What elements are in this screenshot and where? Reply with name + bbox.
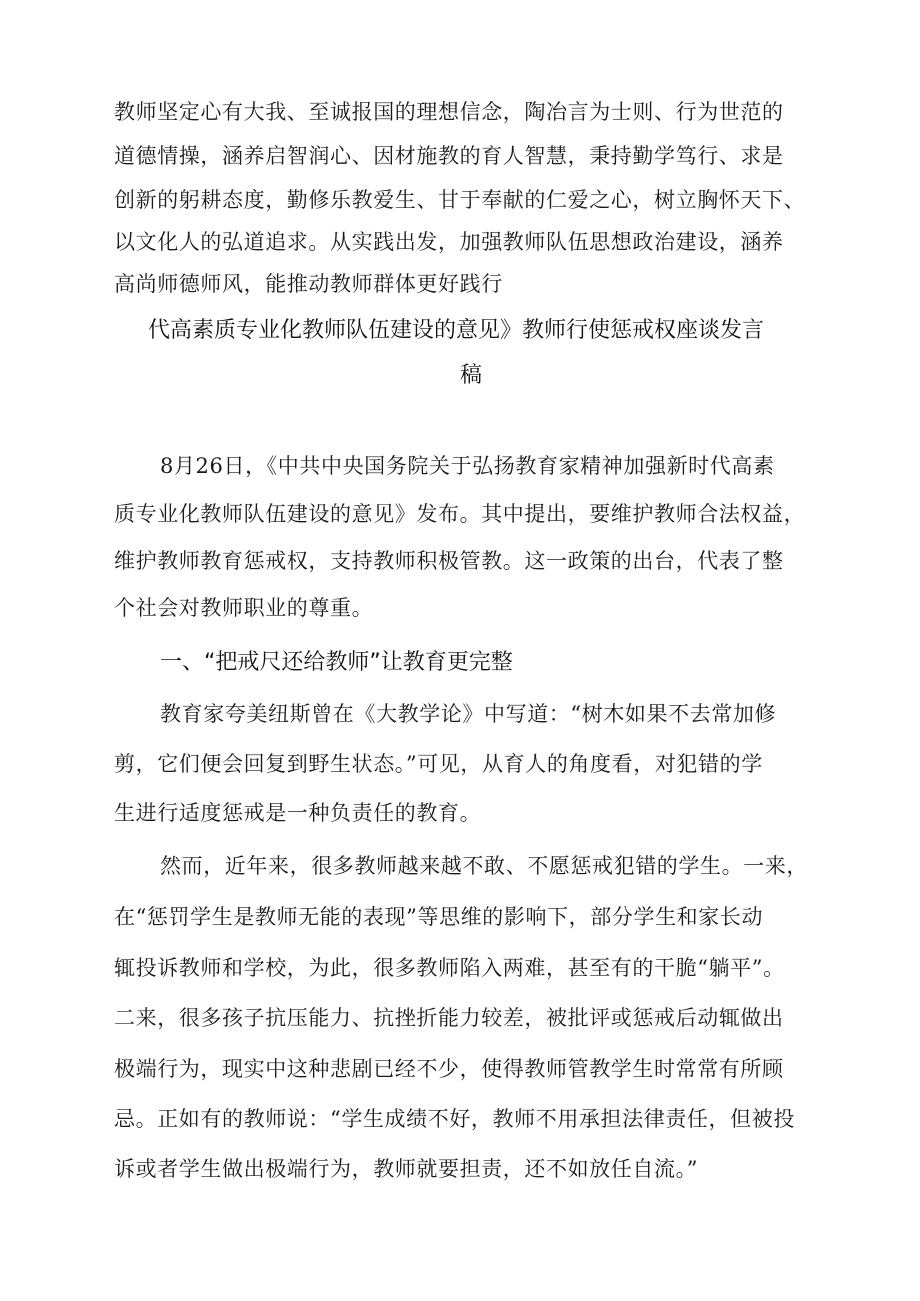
intro-line-2: 道德情操，涵养启智润心、因材施教的育人智慧，秉持勤学笃行、求是 xyxy=(114,144,784,168)
intro-line-3: 创新的躬耕态度，勤修乐教爱生、甘于奉献的仁爱之心，树立胸怀天下、 xyxy=(114,188,806,212)
para3-line-3: 辄投诉教师和学校，为此，很多教师陷入两难，甚至有的干脆“躺平”。 xyxy=(114,956,785,980)
intro-line-1: 教师坚定心有大我、至诚报国的理想信念，陶冶言为士则、行为世范的 xyxy=(114,100,784,124)
para3-line-6: 忌。正如有的教师说：“学生成绩不好，教师不用承担法律责任，但被投 xyxy=(114,1107,795,1131)
para1-line-1: 8月26日，《中共中央国务院关于弘扬教育家精神加强新时代高素 xyxy=(160,454,775,478)
intro-line-4: 以文化人的弘道追求。从实践出发，加强教师队伍思想政治建设，涵养 xyxy=(114,230,784,254)
para3-line-4: 二来，很多孩子抗压能力、抗挫折能力较差，被批评或惩戒后动辄做出 xyxy=(114,1006,784,1030)
para1-line-4: 个社会对教师职业的尊重。 xyxy=(114,596,374,620)
para3-line-2: 在“惩罚学生是教师无能的表现”等思维的影响下，部分学生和家长动 xyxy=(114,905,764,929)
section-heading-1: 一、“把戒尺还给教师”让教育更完整 xyxy=(160,650,513,675)
para1-line-3: 维护教师教育惩戒权，支持教师积极管教。这一政策的出台，代表了整 xyxy=(114,549,784,573)
para3-line-7: 诉或者学生做出极端行为，教师就要担责，还不如放任自流。” xyxy=(114,1157,699,1181)
document-title-line-1: 代高素质专业化教师队伍建设的意见》教师行使惩戒权座谈发言 xyxy=(148,318,765,343)
intro-line-5: 高尚师德师风，能推动教师群体更好践行 xyxy=(114,272,503,296)
para2-line-2: 剪，它们便会回复到野生状态。”可见，从育人的角度看，对犯错的学 xyxy=(114,752,763,776)
para1-line-2: 质专业化教师队伍建设的意见》发布。其中提出，要维护教师合法权益， xyxy=(114,502,806,526)
document-title-line-2: 稿 xyxy=(460,363,483,388)
para3-line-1: 然而，近年来，很多教师越来越不敢、不愿惩戒犯错的学生。一来， xyxy=(160,854,808,878)
para2-line-3: 生进行适度惩戒是一种负责任的教育。 xyxy=(114,801,482,825)
para3-line-5: 极端行为，现实中这种悲剧已经不少，使得教师管教学生时常常有所顾 xyxy=(114,1057,784,1081)
para2-line-1: 教育家夸美纽斯曾在《大教学论》中写道：“树木如果不去常加修 xyxy=(160,702,777,726)
